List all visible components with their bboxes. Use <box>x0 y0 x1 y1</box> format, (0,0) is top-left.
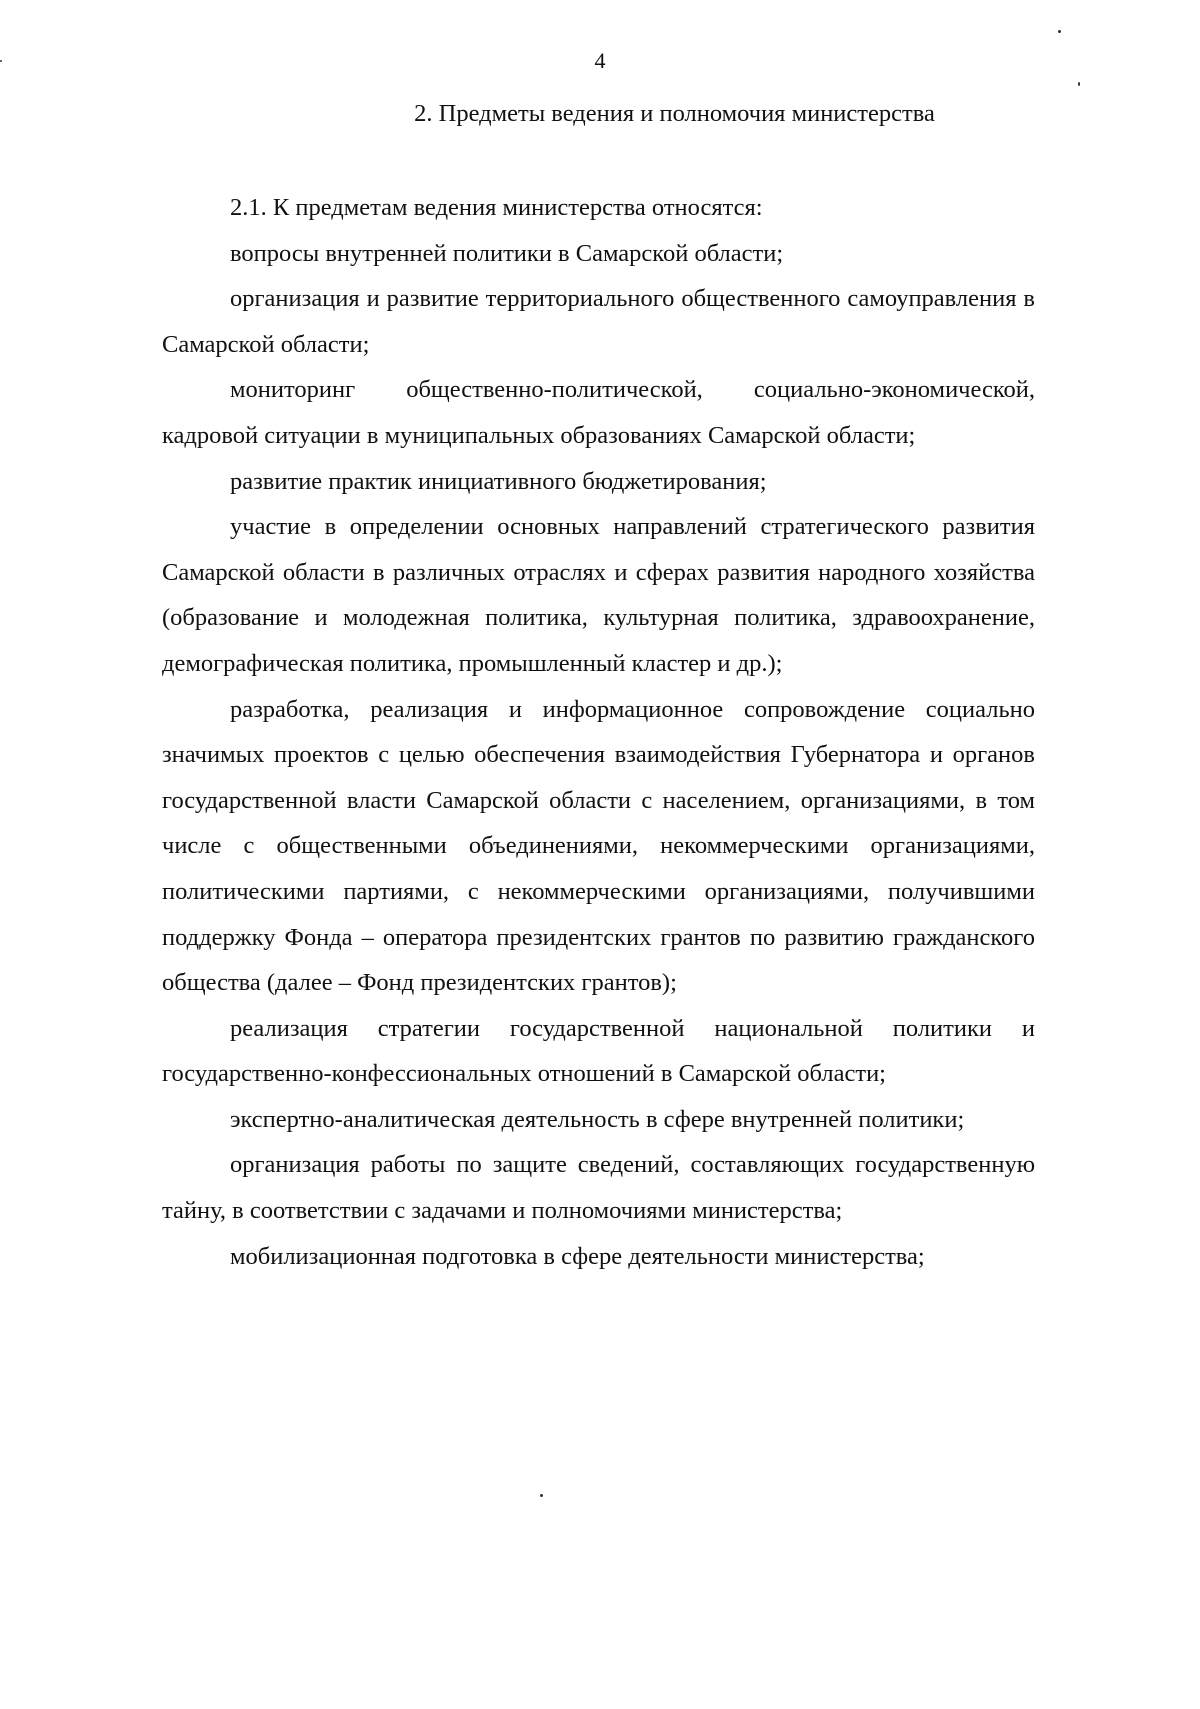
document-body <box>162 185 1035 1279</box>
paragraph: мобилизационная подготовка в сфере деятельности министерства; <box>230 1242 925 1270</box>
paragraph: участие в определении основных направлений стратегического развития Самарской области в различных отраслях и сферах развития народного хозяйства (образование и молодежная политика, культурная политика, здравоохранение, демографическая политика, промышленный кластер и др.); <box>162 513 1035 677</box>
paragraph: реализация стратегии государственной национальной политики и государственно-конфессиональных отношений в Самарской области; <box>162 1014 1035 1088</box>
paragraph: разработка, реализация и информационное сопровождение социально значимых проектов с целью обеспечения взаимодействия Губернатора и органов государственной власти Самарской области с населением, организациями, в том числе с общественными объединениями, некоммерческими организациями, политическими партиями, с некоммерческими организациями, получившими поддержку Фонда – оператора президентских грантов по развитию гражданского общества (далее – Фонд президентских грантов); <box>162 695 1035 997</box>
paragraph: организация и развитие территориального общественного самоуправления в Самарской области; <box>162 285 1035 358</box>
scan-speck <box>0 60 2 62</box>
scan-speck <box>540 1494 543 1497</box>
scan-speck <box>1078 82 1080 86</box>
scan-speck <box>1058 30 1061 33</box>
section-title: 2. Предметы ведения и полномочия министерства <box>414 100 935 127</box>
page-number: 4 <box>594 48 606 73</box>
paragraph: развитие практик инициативного бюджетирования; <box>230 467 767 495</box>
paragraph: вопросы внутренней политики в Самарской области; <box>230 239 784 267</box>
paragraph: экспертно-аналитическая деятельность в сфере внутренней политики; <box>230 1105 965 1133</box>
paragraph-subsection: 2.1. К предметам ведения министерства относятся: <box>230 194 763 221</box>
paragraph: мониторинг общественно-политической, социально-экономической, кадровой ситуации в муниципальных образованиях Самарской области; <box>162 376 1035 449</box>
paragraph: организация работы по защите сведений, составляющих государственную тайну, в соответствии с задачами и полномочиями министерства; <box>162 1151 1035 1225</box>
